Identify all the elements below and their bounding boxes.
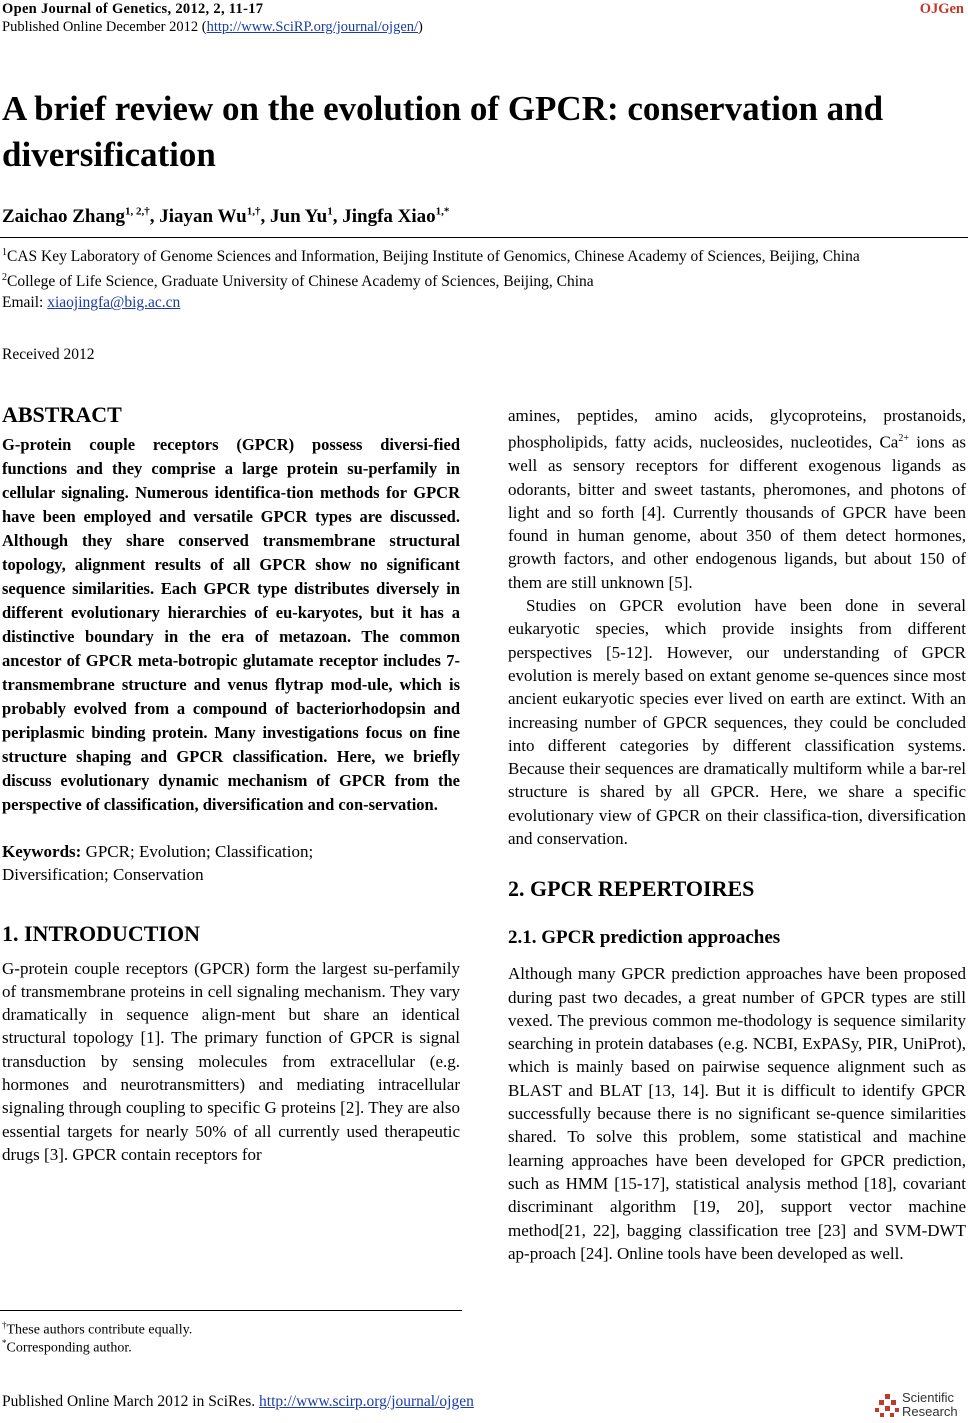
author-divider: [0, 237, 968, 238]
paragraph: Studies on GPCR evolution have been done in several eukaryotic species, which provide insights from different perspectives [5-12]. However, our understanding of GPCR evolution is merely based on extant genome se-quences since most ancient eukaryotic species ever lived on earth are extinct. With an increasing number of GPCR sequences, they could be concluded into different categories by different classification systems. Because their sequences are dramatically multiform while a bar-rel structure is shared by all GPCR. Here, we share a specific evolutionary view of GPCR on their classifica-tion, diversification and conservation.: [508, 596, 966, 848]
logo-wordmark: Scientific Research: [902, 1390, 958, 1419]
footnote-1: †These authors contribute equally.: [2, 1320, 193, 1338]
email-line: Email: xiaojingfa@big.ac.cn: [2, 294, 181, 312]
affiliation-1: $^1$CAS Key Laboratory of Genome Sciences and Information, Beijing Institute of Genomics, Chinese Academy of Sciences, Beijing, China: [2, 247, 860, 266]
running-header: [2, 0, 423, 36]
footer-url-link[interactable]: http://www.scirp.org/journal/ojgen: [259, 1393, 474, 1410]
affiliations: [2, 242, 966, 313]
journal-citation: Open Journal of Genetics, 2012, 2, 11-17: [2, 1, 264, 17]
email-link[interactable]: xiaojingfa@big.ac.cn: [47, 294, 181, 312]
paragraph: amines, peptides, amino acids, glycoproteins, prostanoids, phospholipids, fatty acids, nucleosides, nucleotides, $Ca^{2+}$ ions as well as sensory receptors for different exogenous ligands as odorants, bitter and sweet tastants, pheromones, and photons of light and so forth [4]. Currently thousands of GPCR have been found in human genome, about 350 of them detect hormones, growth factors, and other endogenous ligands, but about 150 of them are still unknown [5].: [508, 406, 966, 592]
intro-heading: 1. INTRODUCTION: [2, 920, 201, 946]
scientific-research-logo: [874, 1391, 966, 1423]
abstract-heading: ABSTRACT: [2, 402, 122, 427]
abstract-text: G-protein couple receptors (GPCR) possess diversi-fied functions and they comprise a large protein su-perfamily in cellular signaling. Numerous identifica-tion methods for GPCR have been employed and versatile GPCR types are discussed. Although they share conserved transmembrane structural topology, alignment results of all GPCR show no significant sequence similarities. Each GPCR type distributes diversely in different evolutionary hierarchies of eu-karyotes, but it has a distinctive boundary in the era of metazoan. The common ancestor of GPCR meta-botropic glutamate receptor includes 7-transmembrane structure and venus flytrap mod-ule, which is probably evolved from a compound of bacteriorhodopsin and periplasmic binding protein. Many investigations focus on fine structure shaping and GPCR classification. Here, we briefly discuss evolutionary dynamic mechanism of GPCR from the perspective of classification, diversification and con-servation.: [2, 435, 460, 814]
footnote-2: *Corresponding author.: [2, 1338, 132, 1356]
author: Jun Yu$^1$,: [270, 206, 343, 228]
subsection-heading: 2.1. GPCR prediction approaches: [508, 927, 781, 949]
page-footer: Published Online March 2012 in SciRes. http://www.scirp.org/journal/ojgen: [2, 1393, 474, 1410]
keywords: Keywords: GPCR; Evolution; Classification; Diversification; Conservation: [2, 842, 314, 885]
right-column: [508, 404, 966, 1265]
author-list: [2, 206, 449, 228]
intro-paragraph: G-protein couple receptors (GPCR) form the largest su-perfamily of transmembrane proteins in cell signaling mechanism. They vary dramatically in sequence align-ment but share an identical structural topology [1]. The primary function of GPCR is signal transduction by sensing molecules from extracellular (e.g. hormones and neurotransmitters) and mediating intracellular signaling through coupling to specific G proteins [2]. They are also essential targets for nearly 50% of all currently used therapeutic drugs [3]. GPCR contain receptors for: [2, 958, 460, 1164]
received-date: Received 2012: [2, 346, 95, 363]
section-heading: 2. GPCR REPERTOIRES: [508, 876, 755, 902]
journal-abbrev: OJGen: [919, 1, 964, 17]
author: Zaichao Zhang$^{1, 2,\dagger}$,: [2, 206, 160, 228]
publication-line: Published Online December 2012 (http://www.SciRP.org/journal/ojgen/): [2, 19, 423, 35]
affiliation-2: $^2$College of Life Science, Graduate University of Chinese Academy of Sciences, Beijing, China: [2, 272, 594, 291]
paragraph: Although many GPCR prediction approaches have been proposed during past two decades, a great number of GPCR types are still vexed. The previous common me-thodology is sequence similarity searching in protein databases (e.g. NCBI, ExPASy, PIR, UniProt), which is mainly based on pairwise sequence alignment such as BLAST and BLAT [13, 14]. But it is difficult to identify GPCR successfully because there is no significant se-quence similarities shared. To solve this problem, some statistical and machine learning approaches have been developed for GPCR prediction, such as HMM [15-17], statistical analysis method [18], covariant discriminant algorithm [19, 20], support vector machine method[21, 22], bagging classification tree [23] and SVM-DWT ap-proach [24]. Online tools have been developed as well.: [508, 964, 966, 1263]
author: Jiayan $Wu^{1,\dagger}$,: [159, 206, 270, 228]
logo-icon: [874, 1393, 902, 1421]
left-column: [2, 402, 460, 1166]
footnote-divider: [0, 1310, 462, 1311]
author: Jingfa Xiao$^{1,*}$: [342, 206, 450, 228]
paper-title: A brief review on the evolution of GPCR: conservation and diversification: [2, 89, 884, 174]
journal-url-link[interactable]: http://www.SciRP.org/journal/ojgen/: [206, 19, 419, 35]
